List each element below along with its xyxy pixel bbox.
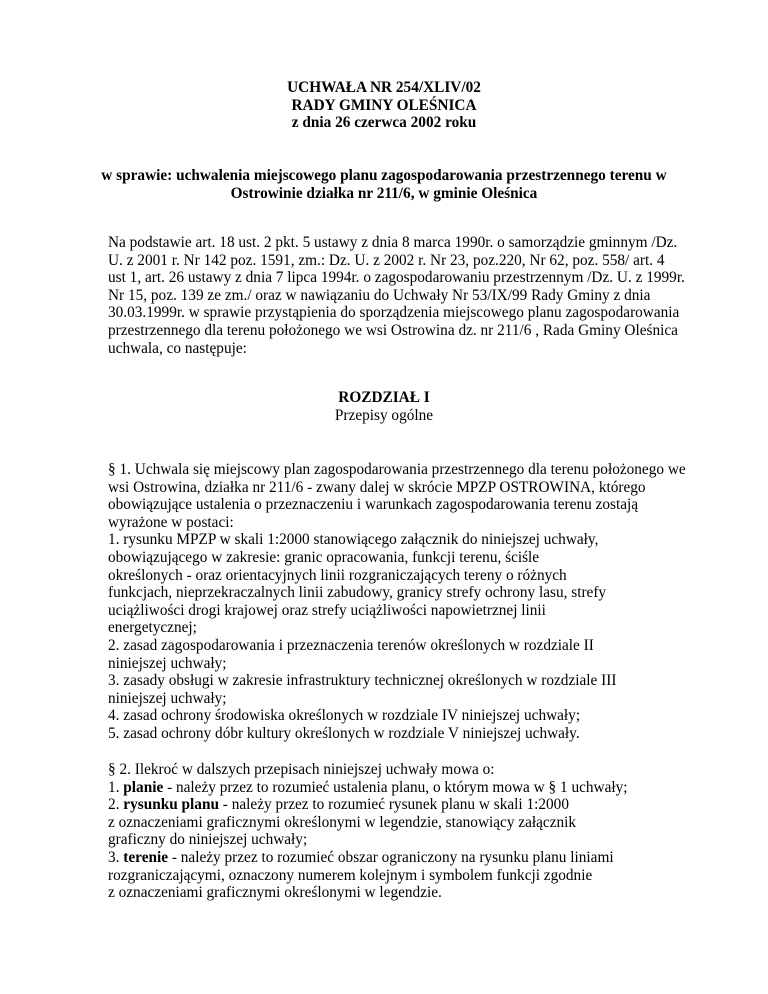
defined-term: rysunku planu <box>123 796 219 814</box>
section-1-line: obowiązującego w zakresie: granic opracowania, funkcji terenu, ściśle <box>108 548 540 566</box>
preamble-line: 30.03.1999r. w sprawie przystąpienia do sporządzenia miejscowego planu zagospodarowania <box>108 304 680 322</box>
defined-term: terenie <box>123 848 169 866</box>
definition-continuation: z oznaczeniami graficznymi określonymi w legendzie, stanowiący załącznik <box>108 813 577 831</box>
section-1-line: niniejszej uchwały; <box>108 654 227 672</box>
defined-term: planie <box>123 778 164 796</box>
subject-line: Ostrowinie działka nr 211/6, w gminie Oleśnica <box>230 184 538 202</box>
section-1-line: niniejszej uchwały; <box>108 689 227 707</box>
section-1-line: 3. zasady obsługi w zakresie infrastruktury technicznej określonych w rozdziale III <box>108 672 617 690</box>
preamble <box>108 234 688 357</box>
chapter-subtitle: Przepisy ogólne <box>334 406 434 424</box>
definition-text: - należy przez to rozumieć ustalenia planu, o którym mowa w § 1 uchwały; <box>163 778 628 796</box>
preamble-line: uchwala, co następuje: <box>108 339 247 357</box>
section-1-line: 5. zasad ochrony dóbr kultury określonych w rozdziale V niniejszej uchwały. <box>108 724 580 742</box>
section-1-line: 1. rysunku MPZP w skali 1:2000 stanowiącego załącznik do niniejszej uchwały, <box>108 531 599 549</box>
definition-item <box>108 849 688 867</box>
council-name: RADY GMINY OLEŚNICA <box>291 96 477 114</box>
preamble-line: U. z 2001 r. Nr 142 poz. 1591, zm.: Dz. U. z 2002 r. Nr 23, poz.220, Nr 62, poz. 558/ art. 4 <box>108 251 665 269</box>
section-2-intro: § 2. Ilekroć w dalszych przepisach niniejszej uchwały mowa o: <box>108 761 495 778</box>
section-1-line: obowiązujące ustalenia o przeznaczeniu i warunkach zagospodarowania terenu zostają <box>108 496 639 514</box>
resolution-subject <box>0 167 768 202</box>
preamble-line: Nr 15, poz. 139 ze zm./ oraz w nawiązaniu do Uchwały Nr 53/IX/99 Rady Gminy z dnia <box>108 286 651 304</box>
chapter-heading <box>0 389 768 424</box>
section-1-line: 4. zasad ochrony środowiska określonych w rozdziale IV niniejszej uchwały; <box>108 707 581 725</box>
item-number: 3. <box>108 848 124 866</box>
definition-item <box>108 779 688 797</box>
subject-line: w sprawie: uchwalenia miejscowego planu zagospodarowania przestrzennego terenu w <box>101 167 667 184</box>
item-number: 1. <box>108 778 124 796</box>
section-1-line: funkcjach, nieprzekraczalnych linii zabudowy, granicy strefy ochrony lasu, strefy <box>108 584 607 602</box>
section-1-line: energetycznej; <box>108 619 197 637</box>
section-1-line: wyrażone w postaci: <box>108 513 234 531</box>
definition-continuation: rozgraniczającymi, oznaczony numerem kolejnym i symbolem funkcji zgodnie <box>108 866 593 884</box>
section-2 <box>108 761 688 902</box>
definition-text: - należy przez to rozumieć rysunek planu w skali 1:2000 <box>218 796 569 814</box>
definition-continuation: graficzny do niniejszej uchwały; <box>108 831 308 849</box>
chapter-title: ROZDZIAŁ I <box>338 389 430 406</box>
section-1-line: wsi Ostrowina, działka nr 211/6 - zwany dalej w skrócie MPZP OSTROWINA, którego <box>108 478 646 496</box>
section-1-line: 2. zasad zagospodarowania i przeznaczenia terenów określonych w rozdziale II <box>108 636 594 654</box>
resolution-number: UCHWAŁA NR 254/XLIV/02 <box>287 79 481 96</box>
resolution-date: z dnia 26 czerwca 2002 roku <box>291 114 477 132</box>
section-1-line: określonych - oraz orientacyjnych linii rozgraniczających tereny o różnych <box>108 566 567 584</box>
item-number: 2. <box>108 796 124 814</box>
definition-text: - należy przez to rozumieć obszar ograniczony na rysunku planu liniami <box>168 848 614 866</box>
preamble-line: przestrzennego dla terenu położonego we wsi Ostrowina dz. nr 211/6 , Rada Gminy Oleśnica <box>108 321 678 339</box>
section-1-line: uciążliwości drogi krajowej oraz strefy uciążliwości napowietrznej linii <box>108 601 546 619</box>
preamble-line: ust 1, art. 26 ustawy z dnia 7 lipca 1994r. o zagospodarowaniu przestrzennym /Dz. U. z 1999r. <box>108 269 685 287</box>
section-1 <box>108 461 688 743</box>
definition-continuation: z oznaczeniami graficznymi określonymi w legendzie. <box>108 884 442 902</box>
resolution-header <box>0 79 768 132</box>
definition-item <box>108 796 688 814</box>
section-1-line: § 1. Uchwala się miejscowy plan zagospodarowania przestrzennego dla terenu położonego we <box>108 461 686 478</box>
preamble-line: Na podstawie art. 18 ust. 2 pkt. 5 ustawy z dnia 8 marca 1990r. o samorządzie gminnym /Dz. <box>108 234 678 251</box>
